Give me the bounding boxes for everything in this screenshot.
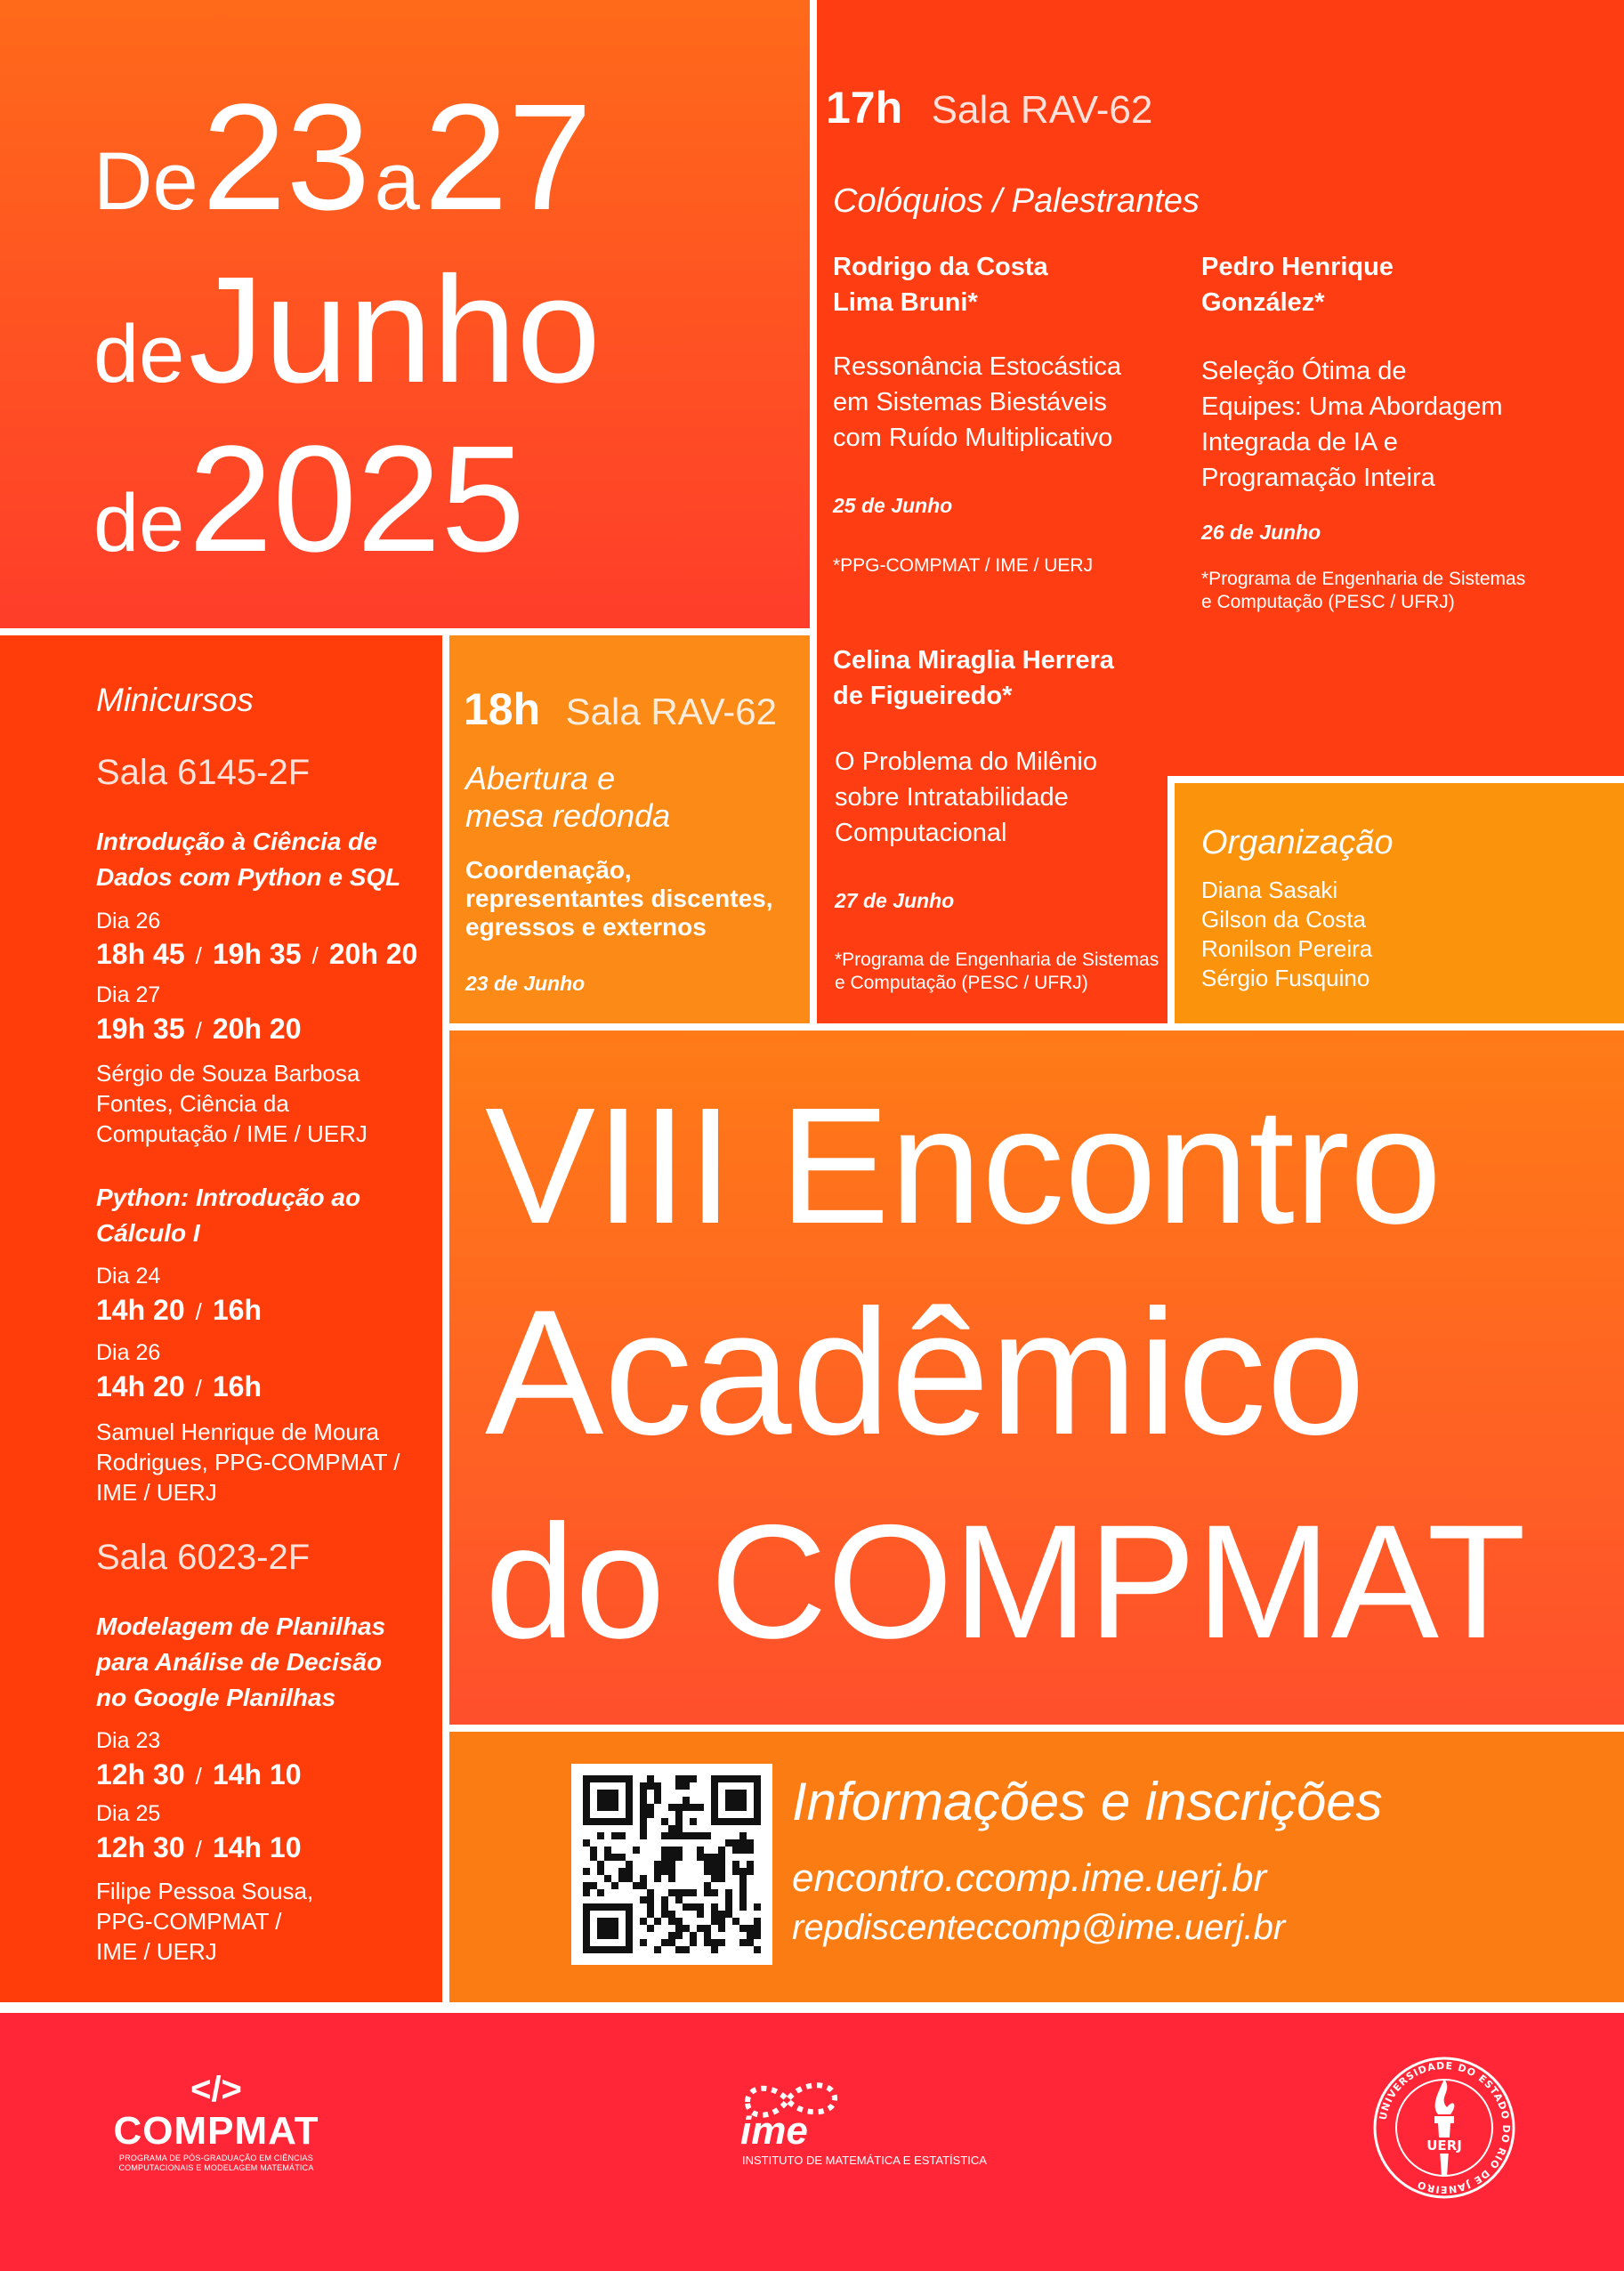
event-title-line-1: VIII Encontro: [485, 1074, 1442, 1258]
date-prefix: De: [93, 136, 198, 227]
date-line-2: [93, 246, 601, 415]
coloquios-room: Sala RAV-62: [931, 88, 1153, 132]
ime-subtitle: INSTITUTO DE MATEMÁTICA E ESTATÍSTICA: [742, 2154, 987, 2167]
date-year: 2025: [188, 415, 525, 584]
divider: [442, 1725, 1624, 1732]
coloquio-celina-panel: [817, 635, 1168, 1023]
course-times: 14h 20 / 16h: [96, 1370, 262, 1402]
info-heading: Informações e inscrições: [792, 1772, 1383, 1831]
abertura-time: 18h: [464, 684, 541, 734]
coloquios-heading: Colóquios / Palestrantes: [833, 182, 1200, 220]
organizacao-panel: [1175, 783, 1624, 1023]
abertura-date: 23 de Junho: [465, 972, 586, 995]
course-day: Dia 27: [96, 982, 161, 1007]
abertura-description: Coordenação, representantes discentes, egressos e externos: [465, 856, 773, 941]
date-prefix-year: de: [93, 478, 185, 569]
course-title: Python: Introdução ao Cálculo I: [96, 1184, 361, 1247]
abertura-panel: [449, 635, 810, 1023]
email-link[interactable]: repdiscenteccomp@ime.uerj.br: [792, 1908, 1286, 1947]
course-times: 18h 45 / 19h 35 / 20h 20: [96, 938, 418, 970]
compmat-name: COMPMAT: [113, 2109, 319, 2153]
divider: [442, 628, 449, 2013]
qr-code[interactable]: [571, 1764, 772, 1965]
course-times: 12h 30 / 14h 10: [96, 1758, 302, 1790]
course-day: Dia 23: [96, 1728, 161, 1753]
speaker-affiliation: *Programa de Engenharia de Sistemas e Computação (PESC / UFRJ): [1201, 569, 1526, 612]
divider: [0, 628, 817, 635]
date-start-day: 23: [202, 73, 371, 242]
speaker-affiliation: *Programa de Engenharia de Sistemas e Computação (PESC / UFRJ): [835, 950, 1159, 993]
course-day: Dia 26: [96, 909, 161, 933]
course-day: Dia 24: [96, 1264, 161, 1289]
event-title-line-2: Acadêmico: [485, 1273, 1366, 1472]
minicursos-panel: [0, 635, 442, 2002]
date-month: Junho: [188, 246, 601, 415]
course-times: 19h 35 / 20h 20: [96, 1013, 302, 1045]
event-title-panel: [449, 1030, 1624, 1725]
divider: [810, 0, 817, 1030]
organizer-name: Sérgio Fusquino: [1201, 965, 1370, 991]
divider: [442, 1023, 1624, 1030]
speaker-name: Rodrigo da Costa Lima Bruni*: [833, 253, 1048, 317]
course-instructor: Sérgio de Souza Barbosa Fontes, Ciência da Computação / IME / UERJ: [96, 1060, 368, 1147]
talk-title: Seleção Ótima de Equipes: Uma Abordagem Integrada de IA e Programação Inteira: [1201, 357, 1503, 492]
minicursos-room: Sala 6023-2F: [96, 1538, 311, 1577]
course-times: 14h 20 / 16h: [96, 1294, 262, 1326]
talk-date: 27 de Junho: [835, 889, 955, 912]
abertura-room: Sala RAV-62: [565, 691, 777, 732]
organizer-name: Gilson da Costa: [1201, 906, 1366, 933]
course-day: Dia 25: [96, 1801, 161, 1826]
course-times: 12h 30 / 14h 10: [96, 1831, 302, 1863]
uerj-seal-icon: [1369, 2052, 1520, 2203]
talk-date: 26 de Junho: [1201, 521, 1321, 544]
divider: [1168, 776, 1175, 1030]
organizacao-heading: Organização: [1201, 824, 1394, 861]
talk-title: Ressonância Estocástica em Sistemas Biestáveis com Ruído Multiplicativo: [833, 352, 1121, 452]
uerj-seal: [1369, 2052, 1520, 2203]
speaker-name: Pedro Henrique González*: [1201, 253, 1394, 317]
abertura-title: Abertura e mesa redonda: [465, 760, 671, 834]
date-line-3: [93, 415, 525, 584]
compmat-subtitle: PROGRAMA DE PÓS-GRADUAÇÃO EM CIÊNCIAS COMPUTACIONAIS E MODELAGEM MATEMÁTICA: [118, 2154, 314, 2172]
date-end-day: 27: [424, 73, 593, 242]
date-panel: [0, 0, 810, 628]
abertura-schedule: [464, 683, 777, 735]
course-instructor: Samuel Henrique de Moura Rodrigues, PPG-COMPMAT / IME / UERJ: [96, 1418, 400, 1506]
course-title: Modelagem de Planilhas para Análise de Decisão no Google Planilhas: [96, 1612, 386, 1711]
course-title: Introdução à Ciência de Dados com Python e SQL: [96, 828, 401, 891]
compmat-logo: [96, 2070, 336, 2173]
svg-text:UERJ: UERJ: [1426, 2138, 1462, 2154]
compmat-symbol: </>: [190, 2070, 242, 2109]
talk-date: 25 de Junho: [833, 494, 953, 517]
course-instructor: Filipe Pessoa Sousa, PPG-COMPMAT / IME / UERJ: [96, 1878, 314, 1965]
date-line-1: [93, 73, 593, 242]
minicursos-heading: Minicursos: [96, 682, 254, 718]
speaker-affiliation: *PPG-COMPMAT / IME / UERJ: [833, 555, 1094, 576]
event-title-line-3: do COMPMAT: [485, 1491, 1526, 1672]
ime-logo: [721, 2073, 1006, 2171]
coloquios-schedule: [826, 82, 1152, 133]
qr-code-icon: [571, 1764, 772, 1965]
website-link[interactable]: encontro.ccomp.ime.uerj.br: [792, 1856, 1267, 1900]
organizer-name: Diana Sasaki: [1201, 877, 1338, 903]
talk-title: O Problema do Milênio sobre Intratabilidade Computacional: [835, 748, 1097, 847]
organizer-name: Ronilson Pereira: [1201, 935, 1373, 962]
svg-text:UNIVERSIDADE DO ESTADO DO RIO: UNIVERSIDADE DO ESTADO DO RIO DE JANEIRO: [1377, 2059, 1513, 2196]
ime-name: ime: [740, 2109, 808, 2153]
course-day: Dia 26: [96, 1340, 161, 1365]
speaker-name: Celina Miraglia Herrera de Figueiredo*: [833, 646, 1114, 710]
organizacao-members: [1201, 876, 1372, 993]
divider: [1168, 776, 1624, 783]
footer-panel: [0, 2013, 1624, 2271]
date-prefix-month: de: [93, 309, 185, 400]
divider: [0, 2002, 1624, 2013]
minicursos-room: Sala 6145-2F: [96, 753, 311, 792]
date-connector: a: [374, 136, 420, 227]
coloquios-time: 17h: [826, 83, 903, 133]
